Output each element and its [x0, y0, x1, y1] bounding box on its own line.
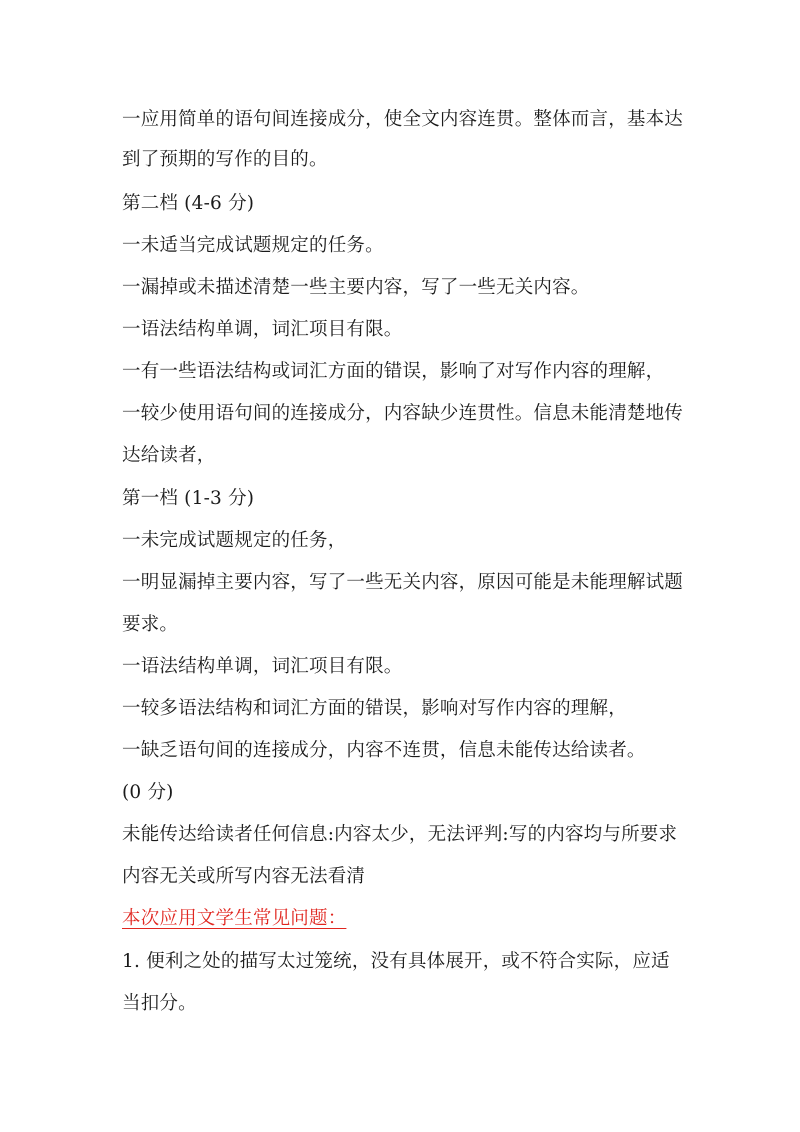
issue-item: 当扣分。: [122, 993, 197, 1014]
criteria-line: 内容无关或所写内容无法看清: [122, 866, 366, 887]
section-heading-first-band: 第一档 (1-3 分): [122, 488, 255, 509]
section-heading-zero-band: (0 分): [122, 782, 174, 803]
criteria-line: 达给读者，: [122, 445, 216, 466]
criteria-line: 一未完成试题规定的任务，: [122, 530, 347, 551]
criteria-line: 一较多语法结构和词汇方面的错误，影响对写作内容的理解，: [122, 698, 627, 719]
criteria-line: 要求。: [122, 614, 179, 635]
criteria-line: 未能传达给读者任何信息:内容太少，无法评判:写的内容均与所要求: [122, 824, 678, 845]
paragraph-line: 到了预期的写作的目的。: [122, 149, 328, 170]
criteria-line: 一有一些语法结构或词汇方面的错误，影响了对写作内容的理解，: [122, 361, 665, 382]
issue-item: 1. 便利之处的描写太过笼统，没有具体展开，或不符合实际，应适: [122, 951, 670, 972]
criteria-line: 一语法结构单调，词汇项目有限。: [122, 319, 403, 340]
paragraph-line: 一应用简单的语句间连接成分，使全文内容连贯。整体而言，基本达: [122, 109, 684, 130]
criteria-line: 一明显漏掉主要内容，写了一些无关内容，原因可能是未能理解试题: [122, 572, 684, 593]
criteria-line: 一语法结构单调，词汇项目有限。: [122, 656, 403, 677]
section-heading-second-band: 第二档 (4-6 分): [122, 193, 255, 214]
criteria-line: 一较少使用语句间的连接成分，内容缺少连贯性。信息未能清楚地传: [122, 403, 684, 424]
criteria-line: 一缺乏语句间的连接成分，内容不连贯，信息未能传达给读者。: [122, 740, 646, 761]
criteria-line: 一未适当完成试题规定的任务。: [122, 235, 384, 256]
common-issues-heading: 本次应用文学生常见问题：: [122, 908, 347, 929]
criteria-line: 一漏掉或未描述清楚一些主要内容，写了一些无关内容。: [122, 277, 590, 298]
